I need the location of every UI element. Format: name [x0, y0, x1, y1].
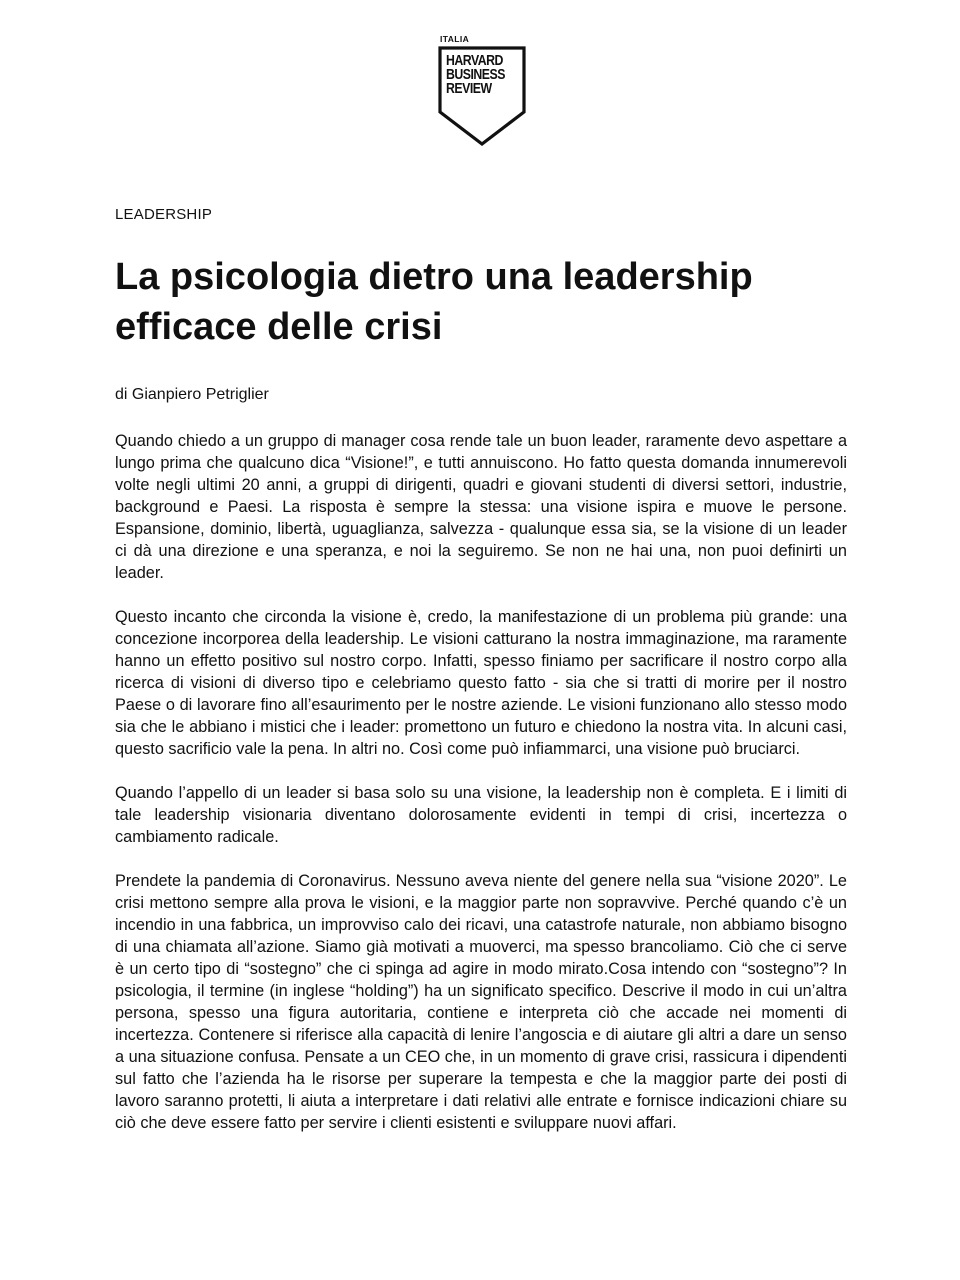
- logo-line-2: BUSINESS: [446, 66, 505, 83]
- logo-country-label: ITALIA: [440, 34, 470, 44]
- logo-wordmark: [446, 54, 507, 96]
- logo-line-1: HARVARD: [446, 52, 503, 69]
- section-label: LEADERSHIP: [115, 206, 213, 223]
- hbr-logo: [438, 34, 526, 146]
- paragraph-2: Questo incanto che circonda la visione è, credo, la manifestazione di un problema più grande: una concezione incorporea della leadership. Le visioni catturano la nostra immaginazione, ma raramente hanno un effetto positivo sul nostro corpo. Infatti, spesso finiamo per sacrificare il nostro corpo alla ricerca di visioni di diverso tipo e celebriamo questo fatto - sia che si tratti di morire per il nostro Paese o di lavorare fino all’esaurimento per le nostre aziende. Le visioni funzionano allo stesso modo sia che le abbiano i mistici che i leader: promettono un futuro e chiedono la nostra vita. In alcuni casi, questo sacrificio vale la pena. In altri no. Così come può infiammarci, una visione può bruciarci.: [115, 608, 847, 758]
- article-byline: di Gianpiero Petriglier: [115, 386, 269, 403]
- paragraph-4: Prendete la pandemia di Coronavirus. Nessuno aveva niente del genere nella sua “visione 2020”. Le crisi mettono sempre alla prova le visioni, e la maggior parte non sopravvive. Perché quando c’è un incendio in una fabbrica, un improvviso calo dei ricavi, una catastrofe naturale, non abbiamo bisogno di una chiamata all’azione. Siamo già motivati a muoverci, ma spesso brancoliamo. Ciò che ci serve è un certo tipo di “sostegno” che ci spinga ad agire in modo mirato.Cosa intendo con “sostegno”? In psicologia, il termine (in inglese “holding”) ha un significato specifico. Descrive il modo in cui un’altra persona, spesso una figura autoritaria, contiene e interpreta ciò che accade nei momenti di incertezza. Contenere si riferisce alla capacità di lenire l’angoscia e di aiutare gli altri a dare un senso a una situazione confusa. Pensate a un CEO che, in un momento di grave crisi, rassicura i dipendenti sul fatto che l’azienda ha le risorse per superare la tempesta e che la maggior parte dei posti di lavoro saranno protetti, li aiuta a interpretare i dati relativi alle entrate e fornisce indicazioni chiare su ciò che deve essere fatto per servire i clienti esistenti e sviluppare nuovi affari.: [115, 872, 847, 1132]
- paragraph-3: Quando l’appello di un leader si basa solo su una visione, la leadership non è completa. E i limiti di tale leadership visionaria diventano dolorosamente evidenti in tempi di crisi, incertezza o cambiamento radicale.: [115, 784, 847, 846]
- logo-line-3: REVIEW: [446, 80, 492, 97]
- article-title: La psicologia dietro una leadership efficace delle crisi: [115, 256, 753, 348]
- paragraph-1: Quando chiedo a un gruppo di manager cosa rende tale un buon leader, raramente devo aspettare a lungo prima che qualcuno dica “Visione!”, e tutti annuiscono. Ho fatto questa domanda innumerevoli volte negli ultimi 20 anni, a gruppi di dirigenti, quadri e giovani studenti di diversi settori, industrie, background e Paesi. La risposta è sempre la stessa: una visione ispira e muove le persone. Espansione, dominio, libertà, uguaglianza, salvezza - qualunque essa sia, se la visione di un leader ci dà una direzione e una speranza, e noi la seguiremo. Se non ne hai una, non puoi definirti un leader.: [115, 432, 847, 582]
- article-body: [115, 430, 847, 1156]
